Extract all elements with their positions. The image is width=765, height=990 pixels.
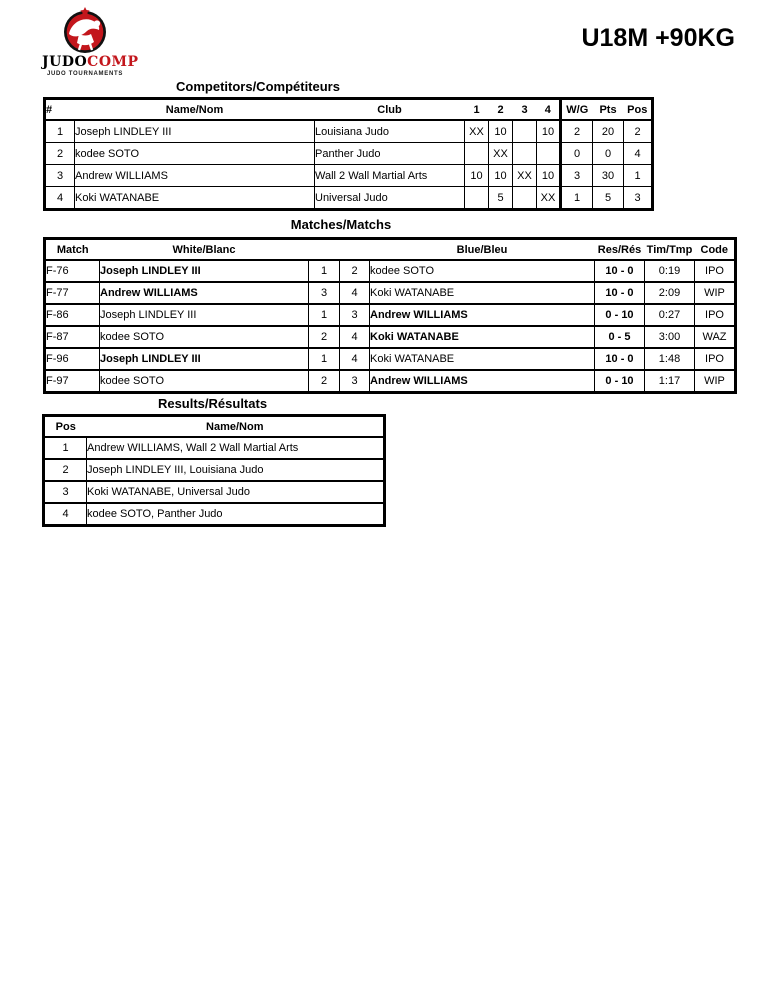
competitor-club: Panther Judo [315,143,465,165]
round-1-score: XX [465,120,489,143]
round-1-score [465,143,489,165]
final-position: 1 [624,165,653,187]
matches-table [43,237,737,394]
round-2-score: 10 [489,120,513,143]
result-position: 1 [44,437,87,459]
competitor-name: kodee SOTO [75,143,315,165]
match-row [45,260,736,282]
round-4-score: 10 [537,120,561,143]
competitor-number: 3 [45,165,75,187]
match-id: F-76 [45,260,100,282]
results-body [44,437,385,526]
match-result: 10 - 0 [595,348,645,370]
match-code: WIP [695,282,736,304]
competitors-table [43,97,654,211]
blue-player-number: 3 [340,370,370,393]
round-3-score [513,187,537,210]
match-row [45,282,736,304]
col-blue-number [340,239,370,261]
white-player-number: 3 [309,282,340,304]
col-white-number [309,239,340,261]
final-position: 3 [624,187,653,210]
white-player-number: 1 [309,348,340,370]
col-result: Res/Rés [595,239,645,261]
match-time: 2:09 [645,282,695,304]
round-4-score [537,143,561,165]
round-2-score: XX [489,143,513,165]
logo-wordmark [42,54,139,70]
col-wins: W/G [561,99,593,121]
match-result: 0 - 10 [595,304,645,326]
col-result-position: Pos [44,416,87,438]
competitor-row [45,120,653,143]
competitor-row [45,165,653,187]
blue-player-name: Koki WATANABE [370,348,595,370]
col-round-4: 4 [537,99,561,121]
result-row [44,459,385,481]
match-result: 0 - 10 [595,370,645,393]
competitor-club: Wall 2 Wall Martial Arts [315,165,465,187]
result-position: 3 [44,481,87,503]
match-time: 3:00 [645,326,695,348]
competitor-name: Koki WATANABE [75,187,315,210]
match-code: WIP [695,370,736,393]
logo-tagline: JUDO TOURNAMENTS [46,71,124,77]
match-time: 0:27 [645,304,695,326]
blue-player-number: 3 [340,304,370,326]
page-title: U18M +90KG [581,24,735,52]
blue-player-name: kodee SOTO [370,260,595,282]
white-player-name: Joseph LINDLEY III [100,304,309,326]
wins-count: 3 [561,165,593,187]
points-total: 30 [593,165,624,187]
round-1-score [465,187,489,210]
results-heading: Results/Résultats [157,396,268,411]
match-row [45,304,736,326]
matches-heading: Matches/Matchs [290,217,392,232]
round-2-score: 5 [489,187,513,210]
blue-player-number: 4 [340,326,370,348]
result-position: 4 [44,503,87,526]
col-points: Pts [593,99,624,121]
blue-player-name: Koki WATANABE [370,326,595,348]
logo-word-comp: COMP [87,54,139,70]
white-player-name: Andrew WILLIAMS [100,282,309,304]
logo-word-judo: JUDO [42,54,88,70]
result-name: Koki WATANABE, Universal Judo [87,481,385,503]
matches-header-row [45,239,736,261]
match-row [45,370,736,393]
col-position: Pos [624,99,653,121]
competitor-name: Andrew WILLIAMS [75,165,315,187]
final-position: 2 [624,120,653,143]
col-white: White/Blanc [100,239,309,261]
white-player-number: 2 [309,370,340,393]
round-3-score [513,143,537,165]
col-club: Club [315,99,465,121]
round-2-score: 10 [489,165,513,187]
blue-player-name: Andrew WILLIAMS [370,370,595,393]
match-time: 1:17 [645,370,695,393]
matches-body [45,260,736,393]
col-round-1: 1 [465,99,489,121]
blue-player-number: 2 [340,260,370,282]
col-number: # [45,99,75,121]
match-id: F-96 [45,348,100,370]
match-code: IPO [695,260,736,282]
competitor-row [45,187,653,210]
points-total: 0 [593,143,624,165]
white-player-number: 1 [309,260,340,282]
blue-player-number: 4 [340,282,370,304]
round-4-score: XX [537,187,561,210]
points-total: 20 [593,120,624,143]
competitor-number: 4 [45,187,75,210]
round-3-score: XX [513,165,537,187]
match-row [45,326,736,348]
blue-player-number: 4 [340,348,370,370]
result-row [44,481,385,503]
col-name: Name/Nom [75,99,315,121]
competitor-row [45,143,653,165]
result-row [44,503,385,526]
wins-count: 0 [561,143,593,165]
match-time: 1:48 [645,348,695,370]
match-code: IPO [695,304,736,326]
competitors-header-row [45,99,653,121]
col-blue: Blue/Bleu [370,239,595,261]
white-player-name: kodee SOTO [100,326,309,348]
judocomp-logo [42,7,139,77]
match-id: F-86 [45,304,100,326]
match-row [45,348,736,370]
results-table [42,414,386,527]
match-result: 10 - 0 [595,282,645,304]
white-player-name: Joseph LINDLEY III [100,260,309,282]
final-position: 4 [624,143,653,165]
col-match: Match [45,239,100,261]
blue-player-name: Andrew WILLIAMS [370,304,595,326]
competitor-club: Louisiana Judo [315,120,465,143]
white-player-number: 2 [309,326,340,348]
judo-throw-icon [57,7,113,54]
match-id: F-77 [45,282,100,304]
match-result: 0 - 5 [595,326,645,348]
competitors-body [45,120,653,210]
col-result-name: Name/Nom [87,416,385,438]
round-1-score: 10 [465,165,489,187]
match-id: F-87 [45,326,100,348]
white-player-number: 1 [309,304,340,326]
competitor-name: Joseph LINDLEY III [75,120,315,143]
col-code: Code [695,239,736,261]
result-row [44,437,385,459]
wins-count: 1 [561,187,593,210]
competitor-number: 1 [45,120,75,143]
points-total: 5 [593,187,624,210]
white-player-name: Joseph LINDLEY III [100,348,309,370]
wins-count: 2 [561,120,593,143]
match-code: WAZ [695,326,736,348]
result-name: Andrew WILLIAMS, Wall 2 Wall Martial Arts [87,437,385,459]
result-name: Joseph LINDLEY III, Louisiana Judo [87,459,385,481]
result-name: kodee SOTO, Panther Judo [87,503,385,526]
result-position: 2 [44,459,87,481]
col-round-3: 3 [513,99,537,121]
competitor-number: 2 [45,143,75,165]
round-4-score: 10 [537,165,561,187]
white-player-name: kodee SOTO [100,370,309,393]
col-round-2: 2 [489,99,513,121]
match-id: F-97 [45,370,100,393]
match-time: 0:19 [645,260,695,282]
match-code: IPO [695,348,736,370]
match-result: 10 - 0 [595,260,645,282]
results-header-row [44,416,385,438]
competitors-heading: Competitors/Compétiteurs [176,79,340,94]
round-3-score [513,120,537,143]
competitor-club: Universal Judo [315,187,465,210]
blue-player-name: Koki WATANABE [370,282,595,304]
col-time: Tim/Tmp [645,239,695,261]
